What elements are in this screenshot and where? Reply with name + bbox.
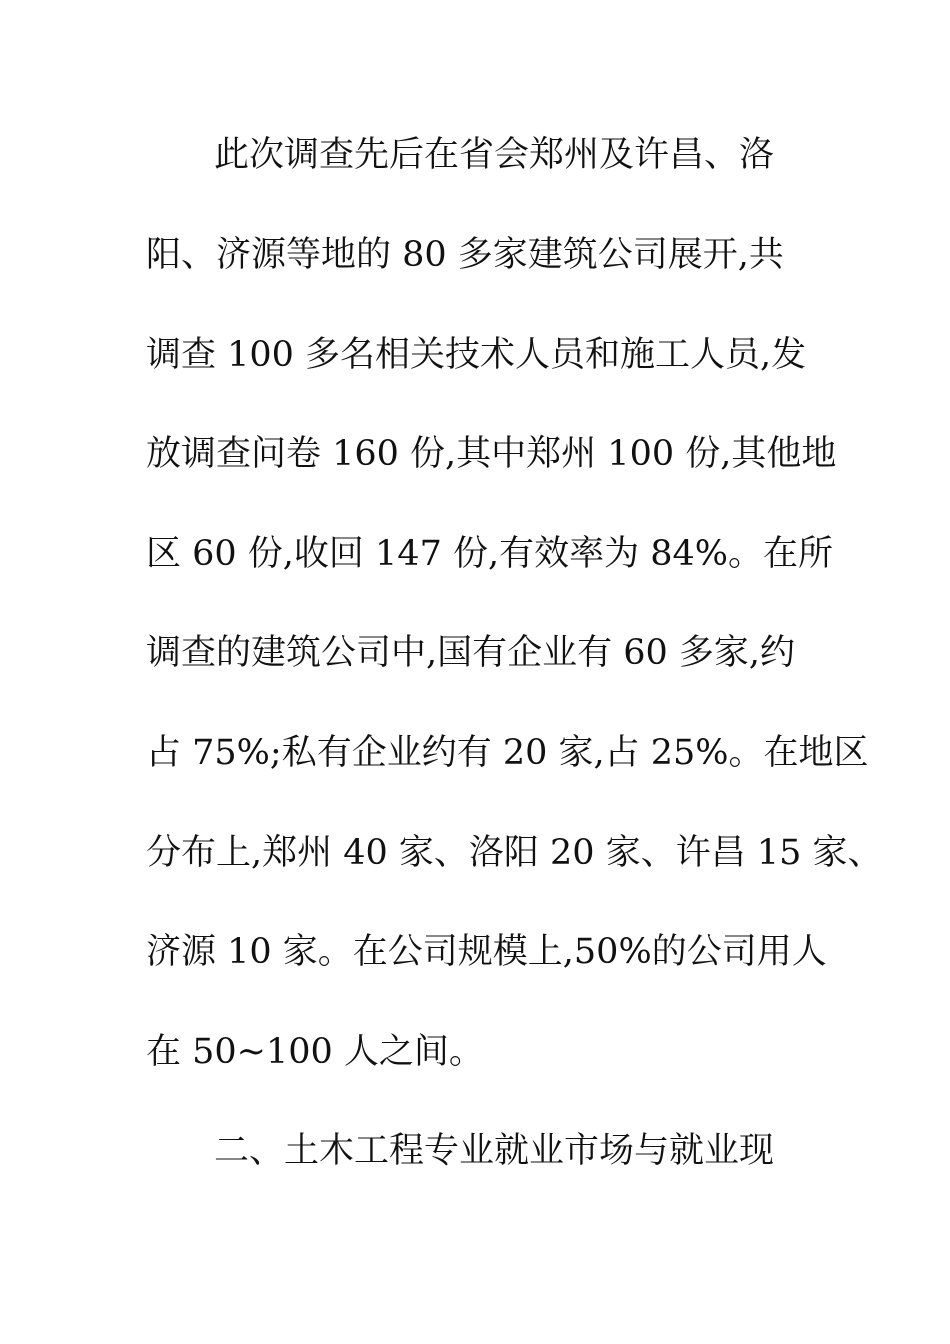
paragraph-line: 此次调查先后在省会郑州及许昌、洛 (214, 135, 775, 175)
paragraph-line: 放调查问卷 160 份,其中郑州 100 份,其他地 (146, 434, 837, 474)
section-heading: 二、土木工程专业就业市场与就业现 (214, 1131, 775, 1171)
paragraph-line: 阳、济源等地的 80 多家建筑公司展开,共 (146, 235, 784, 275)
paragraph-line: 调查 100 多名相关技术人员和施工人员,发 (146, 335, 807, 375)
paragraph-line: 占 75%;私有企业约有 20 家,占 25%。在地区 (146, 733, 869, 773)
paragraph-line: 区 60 份,收回 147 份,有效率为 84%。在所 (146, 534, 834, 574)
paragraph-line: 在 50~100 人之间。 (146, 1032, 484, 1072)
paragraph-line: 分布上,郑州 40 家、洛阳 20 家、许昌 15 家、 (146, 833, 883, 873)
paragraph-line: 济源 10 家。在公司规模上,50%的公司用人 (146, 932, 827, 972)
paragraph-line: 调查的建筑公司中,国有企业有 60 多家,约 (146, 633, 796, 673)
